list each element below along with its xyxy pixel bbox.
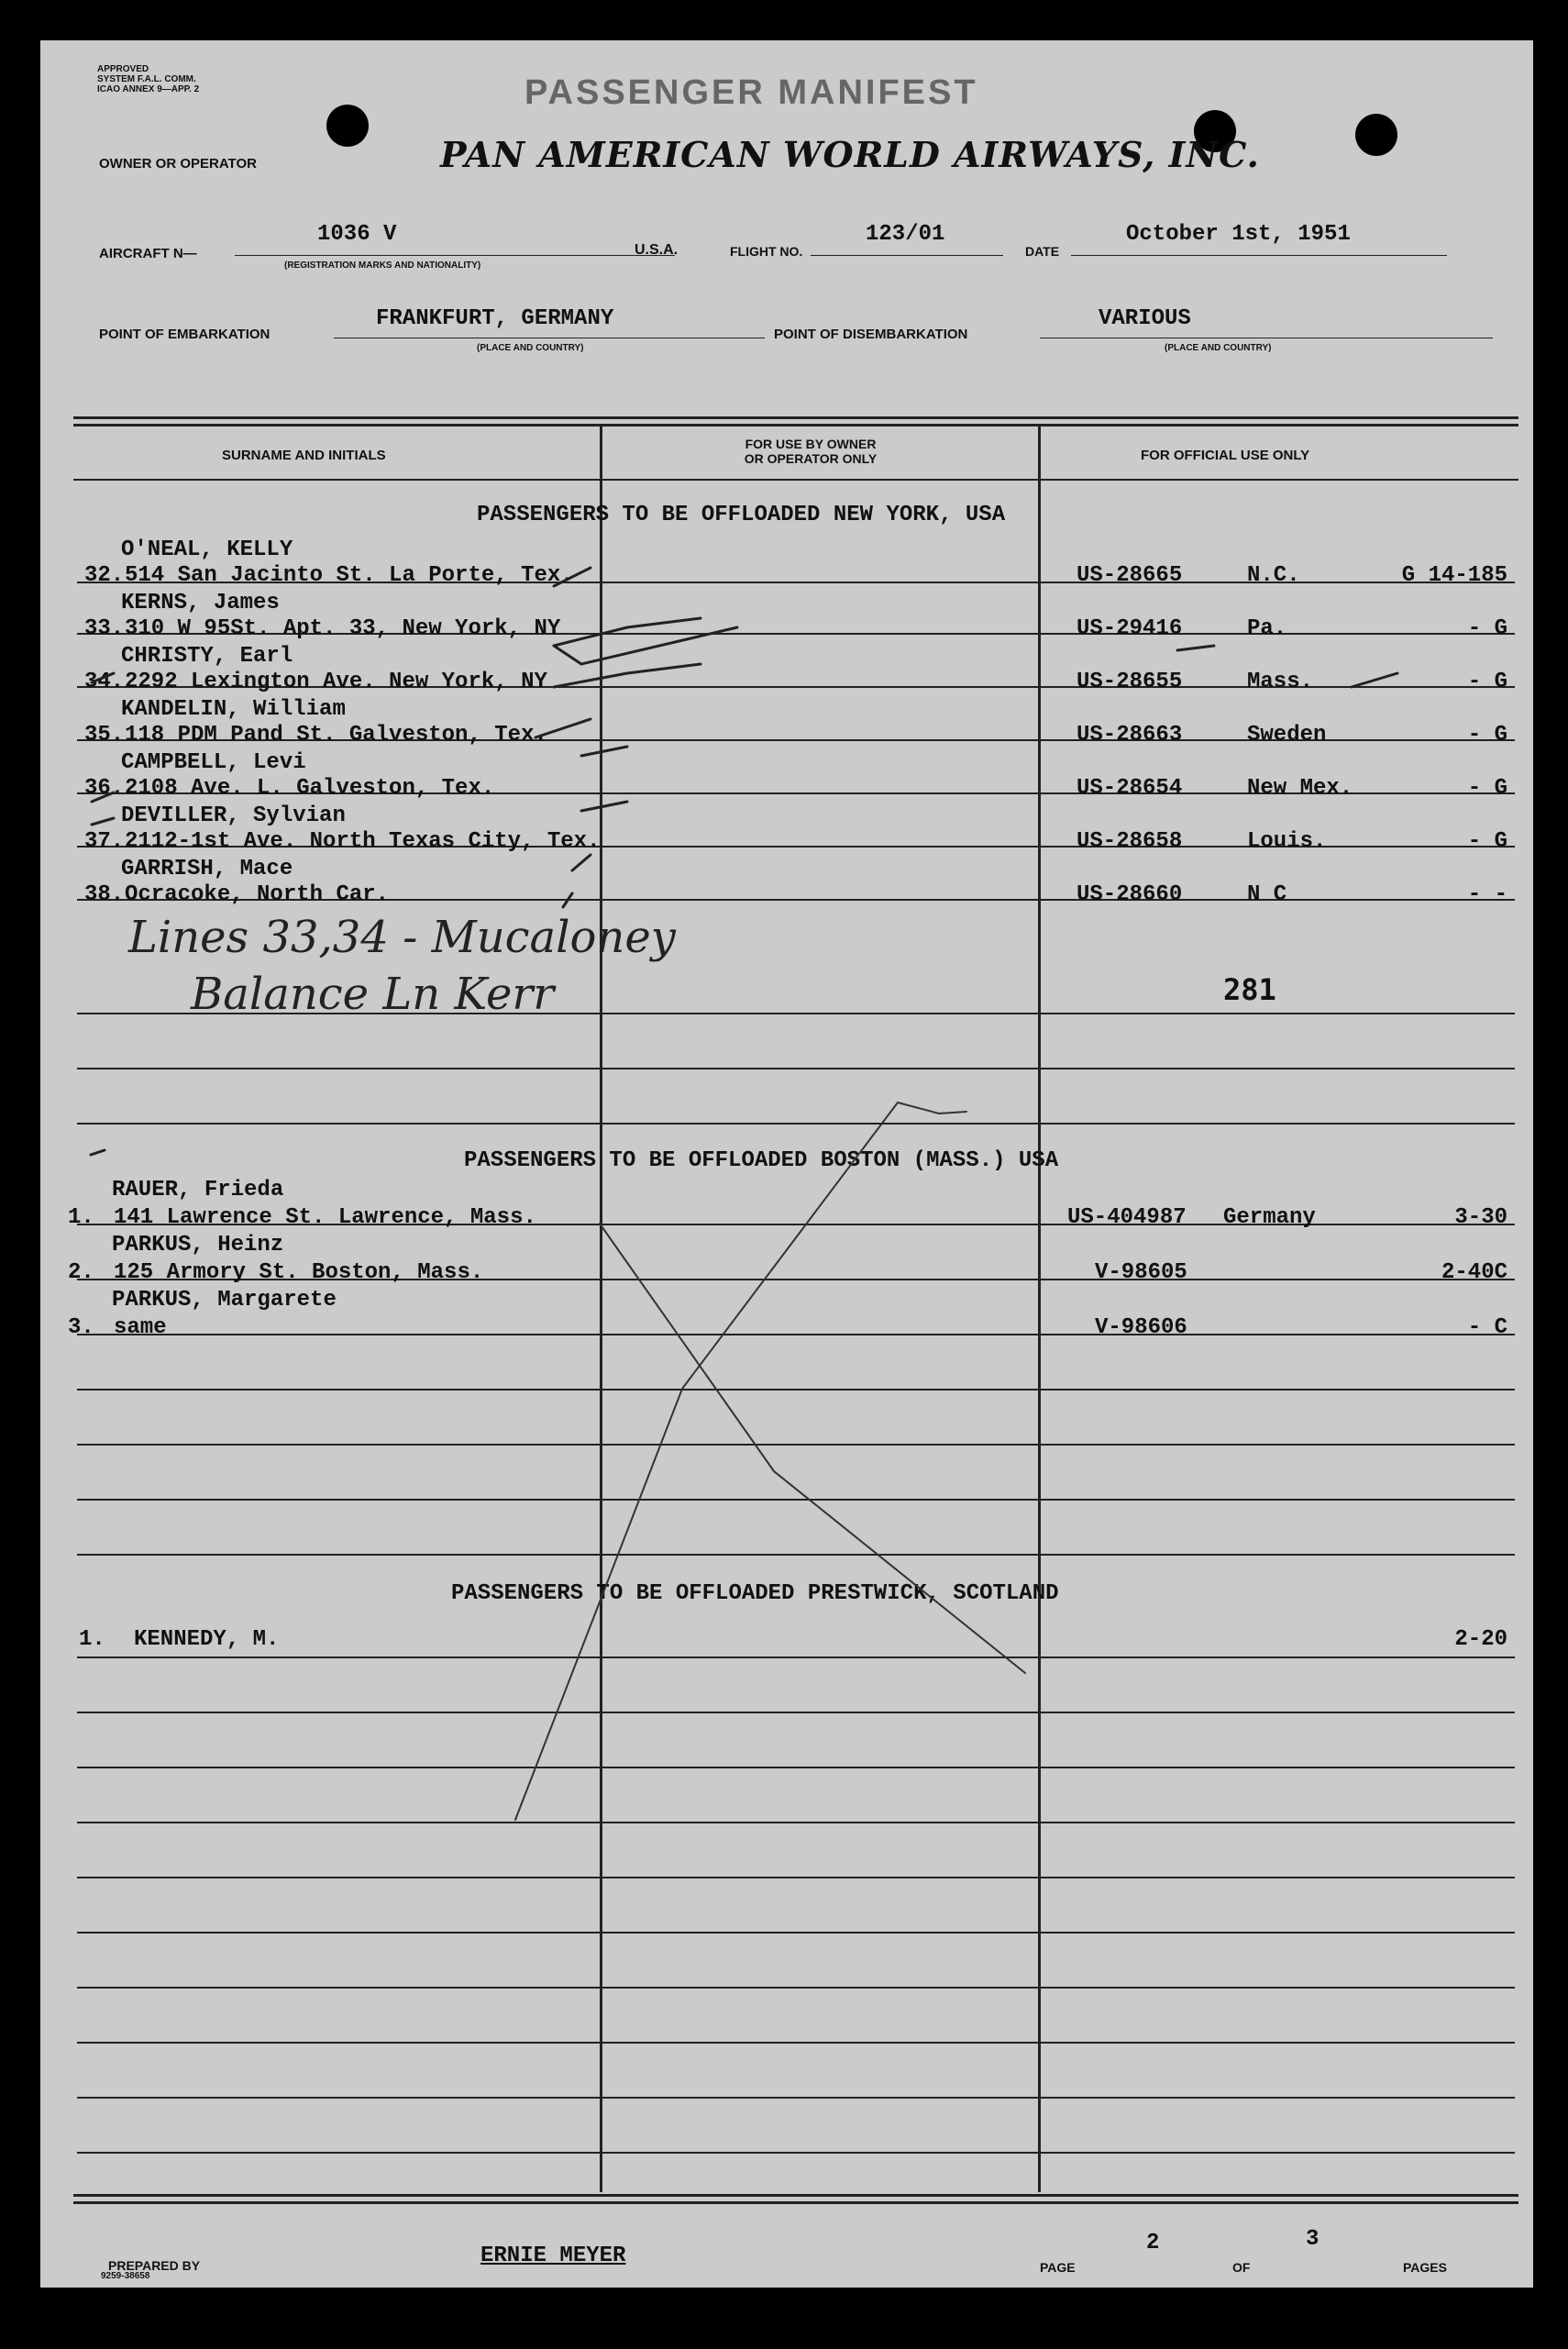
of-label: OF — [1232, 2260, 1251, 2275]
passenger-number: 32. — [84, 563, 125, 588]
check-mark — [581, 802, 627, 811]
passenger-name: KANDELIN, William — [121, 697, 346, 722]
check-mark — [92, 792, 114, 802]
state-or-country: Mass. — [1247, 670, 1314, 694]
passenger-address: 141 Lawrence St. Lawrence, Mass. — [114, 1205, 536, 1230]
section-boston: PASSENGERS TO BE OFFLOADED BOSTON (MASS.) USA — [464, 1148, 1059, 1173]
document-number: US-28658 — [1077, 829, 1183, 854]
status-code: G 14-185 — [1401, 563, 1507, 588]
section-new-york: PASSENGERS TO BE OFFLOADED NEW YORK, USA — [477, 503, 1006, 527]
check-mark — [92, 673, 114, 682]
footer-rule — [73, 2201, 1518, 2204]
check-mark — [572, 855, 591, 870]
usa-label: U.S.A. — [635, 242, 679, 258]
prepared-value: ERNIE MEYER — [480, 2244, 626, 2268]
handwritten-note: Balance Ln Kerr — [191, 969, 555, 1020]
passenger-name: KERNS, James — [121, 591, 280, 615]
check-mark — [92, 818, 114, 825]
section-prestwick: PASSENGERS TO BE OFFLOADED PRESTWICK, SCOTLAND — [451, 1581, 1059, 1606]
document-number: V-98606 — [1095, 1315, 1187, 1340]
passenger-name: RAUER, Frieda — [112, 1178, 284, 1202]
passenger-number: 38. — [84, 882, 125, 907]
flight-label: FLIGHT NO. — [730, 244, 803, 259]
date-value: October 1st, 1951 — [1126, 222, 1351, 247]
document-number: US-28663 — [1077, 723, 1183, 748]
passenger-name: GARRISH, Mace — [121, 857, 293, 881]
document-number: US-28655 — [1077, 670, 1183, 694]
document-number: US-28660 — [1077, 882, 1183, 907]
passenger-number: 1. — [79, 1627, 105, 1652]
passenger-address: 2108 Ave. L. Galveston, Tex. — [125, 776, 495, 801]
check-mark — [91, 1150, 105, 1155]
disembarkation-value: VARIOUS — [1099, 306, 1191, 331]
state-or-country: N C — [1247, 882, 1287, 907]
aircraft-label: AIRCRAFT N— — [99, 246, 197, 261]
cross-out-stroke — [515, 1102, 966, 1820]
column-owner-use: FOR USE BY OWNER OR OPERATOR ONLY — [744, 437, 878, 466]
embarkation-label: POINT OF EMBARKATION — [99, 327, 271, 342]
passenger-address: 2292 Lexington Ave. New York, NY — [125, 670, 547, 694]
manifest-sheet — [40, 40, 1533, 2288]
passenger-number: 1. — [68, 1205, 94, 1230]
status-code: - - — [1467, 882, 1507, 907]
registration-note: (REGISTRATION MARKS AND NATIONALITY) — [284, 260, 481, 271]
status-code: - G — [1467, 829, 1507, 854]
check-mark — [1352, 673, 1397, 687]
passenger-name: DEVILLER, Sylvian — [121, 803, 346, 828]
cross-out-stroke — [600, 1224, 1025, 1673]
check-mark — [581, 747, 627, 756]
document-number: US-28654 — [1077, 776, 1183, 801]
passenger-address: 310 W 95St. Apt. 33, New York, NY — [125, 616, 561, 641]
state-or-country: N.C. — [1247, 563, 1300, 588]
passenger-name: KENNEDY, M. — [134, 1627, 280, 1652]
state-or-country: New Mex. — [1247, 776, 1353, 801]
of-value: 3 — [1306, 2227, 1320, 2252]
status-code: 2-40C — [1441, 1260, 1507, 1285]
state-or-country: Sweden — [1247, 723, 1327, 748]
document-number: US-28665 — [1077, 563, 1183, 588]
passenger-address: 2112-1st Ave. North Texas City, Tex. — [125, 829, 601, 854]
check-mark — [554, 568, 591, 586]
document-number: US-29416 — [1077, 616, 1183, 641]
place-note: (PLACE AND COUNTRY) — [1165, 343, 1272, 353]
passenger-name: PARKUS, Margarete — [112, 1288, 337, 1313]
passenger-name: PARKUS, Heinz — [112, 1233, 284, 1258]
prepared-label: PREPARED BY — [108, 2258, 201, 2273]
page-label: PAGE — [1040, 2260, 1076, 2275]
approval-note: APPROVED SYSTEM F.A.L. COMM. ICAO ANNEX 9—APP. 2 — [97, 64, 200, 94]
page-value: 2 — [1146, 2231, 1160, 2255]
state-or-country: Louis. — [1247, 829, 1327, 854]
passenger-address: 125 Armory St. Boston, Mass. — [114, 1260, 484, 1285]
passenger-address: Ocracoke, North Car. — [125, 882, 390, 907]
status-code: 3-30 — [1454, 1205, 1507, 1230]
passenger-address: same — [114, 1315, 167, 1340]
form-code: 9259-38658 — [101, 2271, 150, 2281]
check-mark — [563, 893, 572, 907]
passenger-number: 33. — [84, 616, 125, 641]
check-mark — [554, 664, 701, 687]
status-code: - G — [1467, 776, 1507, 801]
passenger-address: 514 San Jacinto St. La Porte, Tex. — [125, 563, 574, 588]
status-code: - G — [1467, 723, 1507, 748]
pen-marks — [40, 40, 1533, 2288]
status-code: - G — [1467, 670, 1507, 694]
place-note: (PLACE AND COUNTRY) — [477, 343, 584, 353]
check-mark — [554, 627, 737, 664]
column-official: FOR OFFICIAL USE ONLY — [1141, 448, 1310, 463]
pages-label: PAGES — [1403, 2260, 1447, 2275]
passenger-number: 36. — [84, 776, 125, 801]
status-code: - G — [1467, 616, 1507, 641]
passenger-number: 35. — [84, 723, 125, 748]
flight-value: 123/01 — [866, 222, 945, 247]
passenger-number: 3. — [68, 1315, 94, 1340]
check-mark — [536, 719, 591, 737]
passenger-name: CHRISTY, Earl — [121, 644, 293, 669]
footer-rule — [73, 2194, 1518, 2197]
document-number: V-98605 — [1095, 1260, 1187, 1285]
handwritten-number: 281 — [1223, 972, 1276, 1007]
airline-name: PAN AMERICAN WORLD AIRWAYS, INC. — [440, 134, 1260, 175]
column-surname: SURNAME AND INITIALS — [222, 448, 386, 463]
passenger-number: 2. — [68, 1260, 94, 1285]
state-or-country: Pa. — [1247, 616, 1287, 641]
passenger-name: CAMPBELL, Levi — [121, 750, 306, 775]
handwritten-note: Lines 33,34 - Mucaloney — [128, 912, 676, 963]
passenger-number: 37. — [84, 829, 125, 854]
status-code: 2-20 — [1454, 1627, 1507, 1652]
status-code: - C — [1467, 1315, 1507, 1340]
owner-label: OWNER OR OPERATOR — [99, 156, 257, 172]
form-title: PASSENGER MANIFEST — [525, 73, 978, 112]
state-or-country: Germany — [1223, 1205, 1316, 1230]
date-label: DATE — [1025, 244, 1060, 259]
aircraft-value: 1036 V — [317, 222, 397, 247]
document-number: US-404987 — [1067, 1205, 1187, 1230]
passenger-number: 34. — [84, 670, 125, 694]
embarkation-value: FRANKFURT, GERMANY — [376, 306, 614, 331]
check-mark — [1177, 646, 1214, 650]
passenger-address: 118 PDM Pand St. Galveston, Tex. — [125, 723, 547, 748]
passenger-name: O'NEAL, KELLY — [121, 537, 293, 562]
disembarkation-label: POINT OF DISEMBARKATION — [774, 327, 968, 342]
